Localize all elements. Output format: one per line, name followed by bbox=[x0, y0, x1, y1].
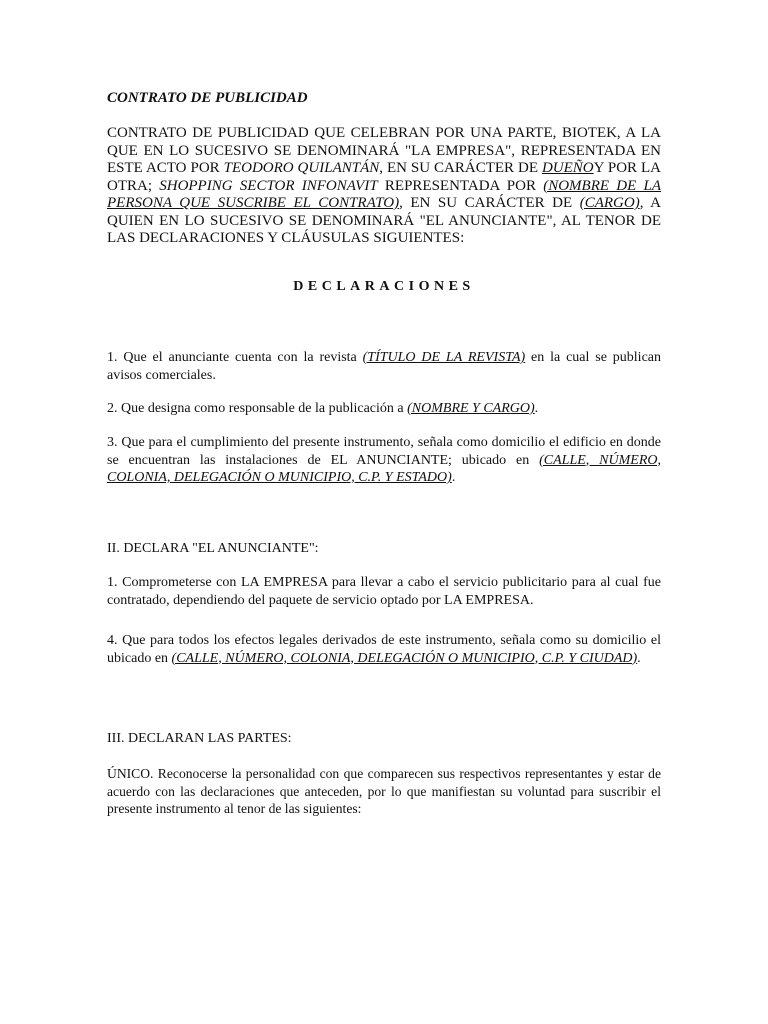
cargo-placeholder: (CARGO) bbox=[579, 195, 640, 211]
intro-paragraph bbox=[107, 125, 661, 248]
declarations-heading: DECLARACIONES bbox=[293, 279, 475, 294]
declaration-2-text-a: 2. Que designa como responsable de la publicación a bbox=[107, 401, 408, 416]
declaration-1-text-a: 1. Que el anunciante cuenta con la revista bbox=[107, 350, 363, 365]
declaration-2 bbox=[107, 400, 661, 418]
other-party-name: SHOPPING SECTOR INFONAVIT bbox=[159, 177, 378, 194]
unique-declaration: ÚNICO. Reconocerse la personalidad con que comparecen sus respectivos representantes y estar de acuerdo con las declaraciones que anteceden, por lo que manifiestan su voluntad para suscribir el presente instrumento al tenor de las siguientes: bbox=[107, 766, 661, 816]
intro-text-a: CONTRATO DE PUBLICIDAD QUE CELEBRAN POR UNA PARTE, BIOTEK, A LA QUE EN LO SUCESIVO SE DENOMINARÁ "LA EMPRESA", REPRESENTADA EN ESTE ACTO POR bbox=[107, 125, 661, 176]
domicile-placeholder: (CALLE, NÚMERO, COLONIA, DELEGACIÓN O MUNICIPIO, C.P. Y CIUDAD) bbox=[171, 650, 638, 666]
declaration-1-text-b: en la cual se publican avisos comerciales. bbox=[107, 350, 661, 383]
signer-placeholder: (NOMBRE DE LA PERSONA QUE SUSCRIBE EL CONTRATO) bbox=[107, 177, 661, 211]
representative-name: TEODORO QUILANTÁN bbox=[223, 160, 380, 176]
intro-text-e: , EN SU CARÁCTER DE bbox=[399, 195, 580, 211]
advertiser-declaration-4 bbox=[107, 632, 661, 667]
declaration-1 bbox=[107, 349, 661, 384]
magazine-title-placeholder: (TÍTULO DE LA REVISTA) bbox=[362, 350, 526, 365]
document-title: CONTRATO DE PUBLICIDAD bbox=[107, 90, 308, 106]
section-3-heading: III. DECLARAN LAS PARTES: bbox=[107, 731, 292, 746]
section-2-heading: II. DECLARA "EL ANUNCIANTE": bbox=[107, 541, 319, 556]
declaration-3-text-b: . bbox=[451, 470, 456, 485]
declaration-4-text-a: 4. Que para todos los efectos legales derivados de este instrumento, señala como su domicilio el ubicado en bbox=[107, 633, 661, 666]
declaration-4-text-b: . bbox=[637, 650, 641, 666]
declaration-3 bbox=[107, 434, 661, 487]
declaration-3-text-a: 3. Que para el cumplimiento del presente instrumento, señala como domicilio el edificio en donde se encuentran las instalaciones de EL ANUNCIANTE; ubicado en bbox=[107, 435, 661, 468]
intro-text-f: , A QUIEN EN LO SUCESIVO SE DENOMINARÁ "EL ANUNCIANTE", AL TENOR DE LAS DECLARACIONES Y CLÁUSULAS SIGUIENTES: bbox=[107, 195, 661, 246]
address-placeholder: (CALLE, NÚMERO, COLONIA, DELEGACIÓN O MUNICIPIO, C.P. Y ESTADO) bbox=[107, 452, 661, 485]
intro-text-d: REPRESENTADA POR bbox=[377, 177, 544, 194]
advertiser-declaration-1: 1. Comprometerse con LA EMPRESA para llevar a cabo el servicio publicitario para al cual fue contratado, dependiendo del paquete de servicio optado por LA EMPRESA. bbox=[107, 575, 661, 608]
responsible-placeholder: (NOMBRE Y CARGO) bbox=[407, 401, 535, 416]
representative-role: DUEÑO bbox=[541, 160, 594, 176]
declaration-2-text-b: . bbox=[534, 401, 539, 416]
intro-text-c: Y POR LA OTRA; bbox=[107, 160, 661, 194]
intro-text-b: , EN SU CARÁCTER DE bbox=[379, 160, 542, 176]
